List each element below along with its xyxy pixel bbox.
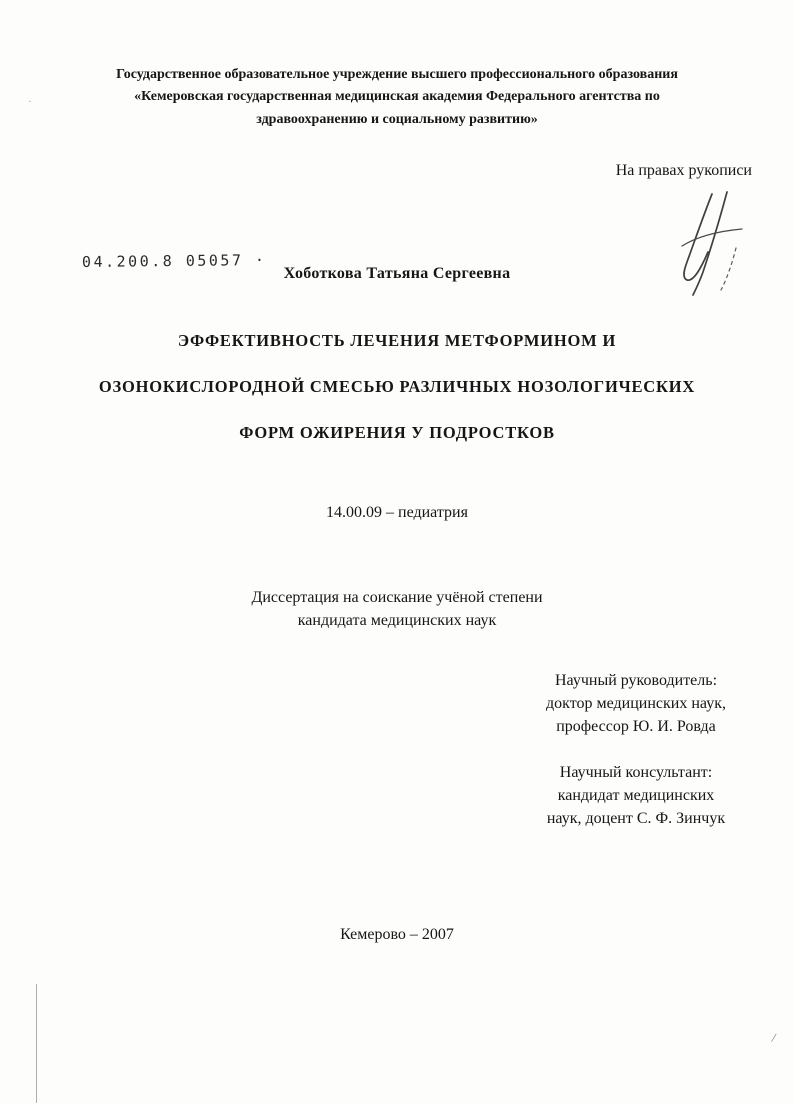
title-line-1: ЭФФЕКТИВНОСТЬ ЛЕЧЕНИЯ МЕТФОРМИНОМ И — [177, 331, 617, 350]
institution-header: Государственное образовательное учреждение высшего профессионального образования «Кемеровская государственная медицинская академия Федерального агентства по здравоохранению и социальному развитию» — [116, 67, 678, 127]
consultant-degree: кандидат медицинских — [557, 786, 715, 804]
advisors-section — [514, 669, 758, 852]
scan-artifact-bottom-right-mark: / — [770, 1029, 778, 1046]
dissertation-type — [0, 586, 794, 632]
consultant-block — [514, 761, 758, 831]
scan-artifact-left-line — [36, 984, 37, 1103]
supervisor-label: Научный руководитель: — [554, 672, 718, 689]
supervisor-name: профессор Ю. И. Ровда — [556, 718, 716, 736]
catalog-stamp-number: 04.200.8 05057 · — [81, 251, 267, 271]
consultant-name: наук, доцент С. Ф. Зинчук — [546, 809, 726, 827]
consultant-label: Научный консультант: — [559, 763, 713, 781]
dissertation-title — [52, 331, 742, 469]
manuscript-rights-note: На правах рукописи — [615, 162, 752, 179]
title-line-3: ФОРМ ОЖИРЕНИЯ У ПОДРОСТКОВ — [239, 423, 555, 442]
title-line-2: ОЗОНОКИСЛОРОДНОЙ СМЕСЬЮ РАЗЛИЧНЫХ НОЗОЛОГИЧЕСКИХ — [98, 377, 696, 396]
author-name: Хоботкова Татьяна Сергеевна — [283, 265, 511, 282]
city-year: Кемерово – 2007 — [340, 926, 454, 943]
scan-artifact-top-left-dot: · — [28, 96, 32, 108]
specialty-code: 14.00.09 – педиатрия — [326, 504, 468, 521]
dissertation-type-line-2: кандидата медицинских наук — [297, 612, 497, 630]
supervisor-block — [514, 669, 758, 739]
supervisor-degree: доктор медицинских наук, — [546, 695, 726, 713]
dissertation-type-line-1: Диссертация на соискание учёной степени — [251, 589, 543, 606]
